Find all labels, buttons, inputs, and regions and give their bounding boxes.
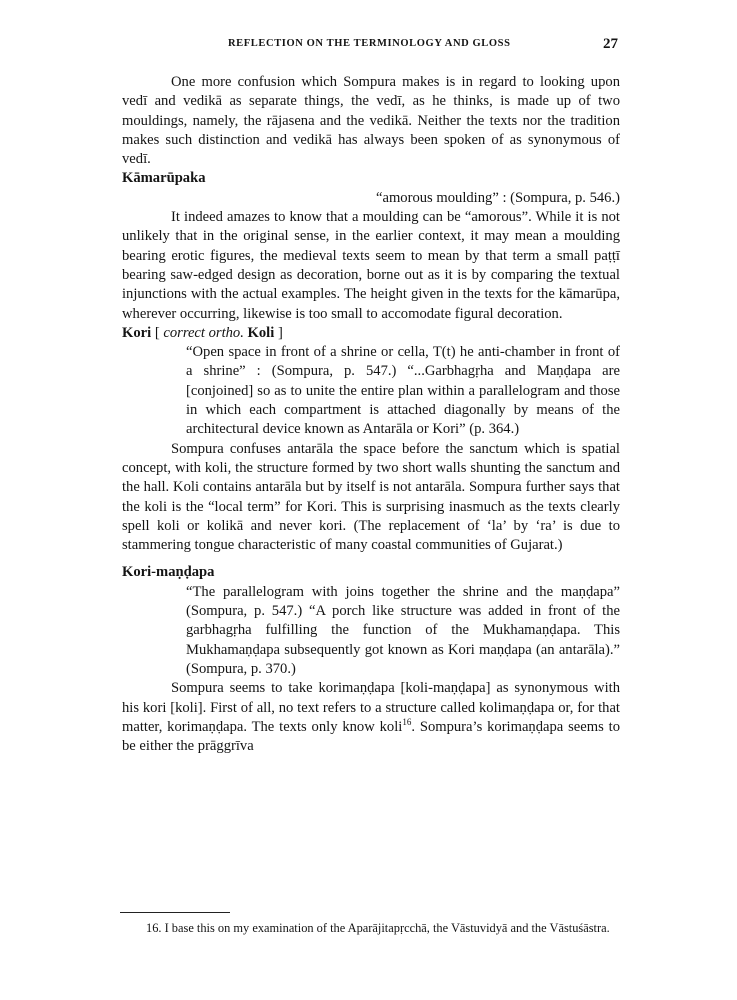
footnote bbox=[122, 920, 622, 937]
heading-kori-ortho-label: correct ortho. bbox=[163, 324, 244, 341]
heading-kori-term: Kori bbox=[122, 324, 152, 341]
footnote-ref-16[interactable]: 16 bbox=[402, 716, 412, 727]
paragraph-kamarupaka: It indeed amazes to know that a moulding can be “amorous”. While it is not unlikely that in the original sense, in the earlier context, it may mean a moulding bearing erotic figures, the medieval texts seem to mean by that term a small paṭṭī bearing saw-edged design as decoration, borne out as it is by comparing the textual injunctions with the actual examples. The height given in the texts for the kāmarūpa, wherever occurring, likewise is too small to accomodate figural decoration. bbox=[122, 209, 620, 322]
paragraph-vedi: One more confusion which Sompura makes is in regard to looking upon vedī and vedikā as separate things, the vedī, as he thinks, is made up of two mouldings, namely, the rājasena and the vedikā. Neither the texts nor the tradition makes such distinction and vedikā has always been spoken of as synonymous of vedī. bbox=[122, 74, 620, 168]
running-head: REFLECTION ON THE TERMINOLOGY AND GLOSS bbox=[228, 38, 511, 49]
footnote-rule bbox=[120, 912, 230, 913]
quote-kori-mandapa: “The parallelogram with joins together the shrine and the maṇḍapa” (Sompura, p. 547.) “A porch like structure was added in front of the garbhagṛha fulfilling the function of the Mukhamaṇḍapa. This Mukhamaṇḍapa subsequently got known as Kori maṇḍapa (an antarāla).” (Sompura, p. 370.) bbox=[186, 583, 620, 677]
heading-kori-mandapa: Kori-maṇḍapa bbox=[122, 564, 215, 581]
paragraph-korimandapa-end: . Sompura’s korimaṇḍapa seems to be either the prāggrīva bbox=[122, 718, 620, 755]
heading-kori-bracket-open: [ bbox=[151, 324, 164, 341]
page-number: 27 bbox=[603, 36, 618, 52]
spacer bbox=[122, 555, 620, 563]
heading-kori-bracket-close: ] bbox=[274, 324, 283, 341]
paragraph-korimandapa-text: Sompura seems to take korimaṇḍapa [koli-maṇḍapa] as synonymous with his kori [koli]. First of all, no text refers to a structure called kolimaṇḍapa or, for that matter, korimaṇḍapa. The texts only know koli bbox=[122, 680, 620, 735]
page-body bbox=[122, 73, 620, 756]
paragraph-antarala: Sompura confuses antarāla the space before the sanctum which is spatial concept, with koli, the structure formed by two short walls shunting the sanctum and the hall. Koli contains antarāla but by itself is not antarāla. Sompura further says that the koli is the “local term” for Kori. This is surprising inasmuch as the texts clearly spell koli or kolikā and never kori. (The replacement of ‘la’ by ‘ra’ is due to stammering tongue characteristic of many coastal communities of Gujarat.) bbox=[122, 440, 620, 554]
quote-kamarupaka: “amorous moulding” : (Sompura, p. 546.) bbox=[375, 189, 620, 206]
heading-kori-koli: Koli bbox=[243, 324, 275, 341]
footnote-16: 16. I base this on my examination of the Aparājitapṛcchā, the Vāstuvidyā and the Vāstuśāstra. bbox=[146, 921, 610, 935]
heading-kamarupaka: Kāmarūpaka bbox=[122, 170, 206, 187]
page-header bbox=[0, 36, 737, 58]
paragraph-korimandapa bbox=[122, 679, 620, 756]
heading-kori bbox=[122, 324, 620, 343]
quote-kori: “Open space in front of a shrine or cella, T(t) he anti-chamber in front of a shrine” : (Sompura, p. 547.) “...Garbhagṛha and Maṇḍapa are [conjoined] so as to unite the entire plan within a parallelogram and those in which each compartment is attached diagonally by means of the architectural device known as Antarāla or Kori” (p. 364.) bbox=[186, 344, 620, 438]
